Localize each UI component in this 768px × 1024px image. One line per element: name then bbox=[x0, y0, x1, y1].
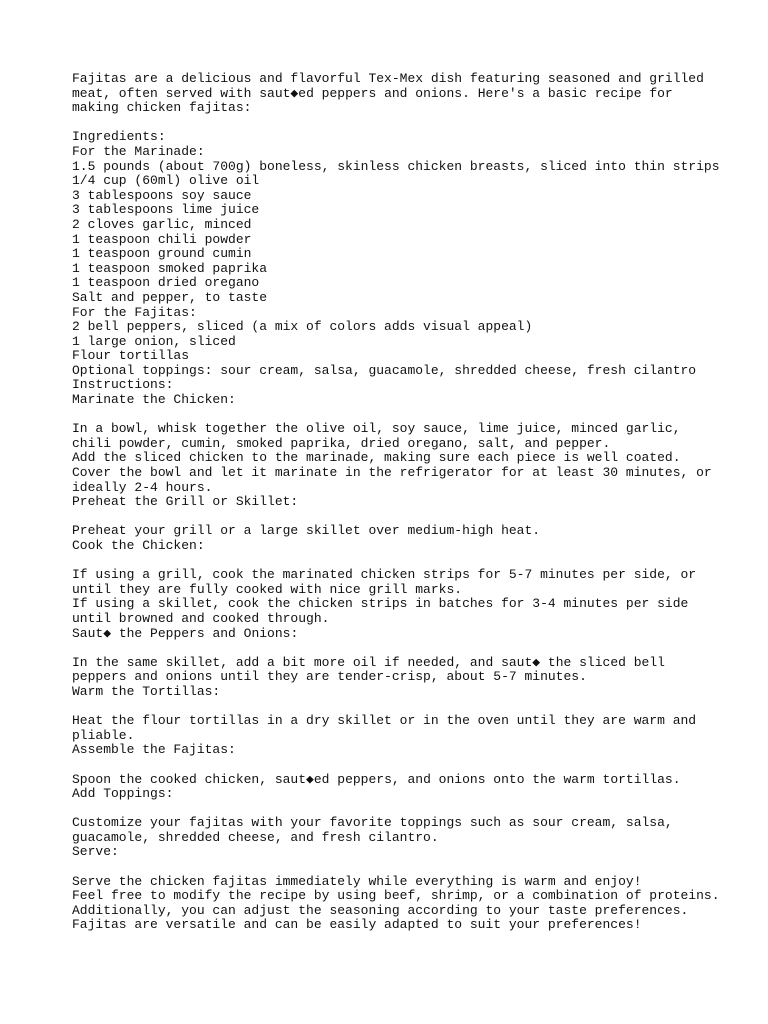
blank-line bbox=[72, 700, 752, 715]
text-line: Salt and pepper, to taste bbox=[72, 289, 268, 305]
blank-line bbox=[72, 510, 752, 525]
text-line: 1 teaspoon smoked paprika bbox=[72, 260, 268, 276]
text-line: Optional toppings: sour cream, salsa, guacamole, shredded cheese, fresh cilantro bbox=[72, 362, 697, 378]
text-line: until browned and cooked through. bbox=[72, 610, 330, 626]
text-line: 1/4 cup (60ml) olive oil bbox=[72, 173, 260, 189]
text-line: For the Marinade: bbox=[72, 143, 205, 159]
text-line: Ingredients: bbox=[72, 129, 166, 145]
text-line: If using a skillet, cook the chicken strips in batches for 3-4 minutes per side bbox=[72, 596, 689, 612]
text-line: If using a grill, cook the marinated chicken strips for 5-7 minutes per side, or bbox=[72, 567, 697, 583]
blank-line bbox=[72, 860, 752, 875]
document-body bbox=[72, 72, 752, 933]
blank-line bbox=[72, 554, 752, 569]
text-line: For the Fajitas: bbox=[72, 304, 197, 320]
blank-line bbox=[72, 116, 752, 131]
text-line: until they are fully cooked with nice grill marks. bbox=[72, 581, 463, 597]
text-line: peppers and onions until they are tender-crisp, about 5-7 minutes. bbox=[72, 669, 587, 685]
text-line: 2 cloves garlic, minced bbox=[72, 216, 252, 232]
text-line: Marinate the Chicken: bbox=[72, 392, 236, 408]
text-line: Serve the chicken fajitas immediately while everything is warm and enjoy! bbox=[72, 873, 642, 889]
text-line: 3 tablespoons lime juice bbox=[72, 202, 260, 218]
text-line: In a bowl, whisk together the olive oil, soy sauce, lime juice, minced garlic, bbox=[72, 421, 681, 437]
text-line: Serve: bbox=[72, 844, 119, 860]
text-line: Preheat the Grill or Skillet: bbox=[72, 494, 299, 510]
text-line: 2 bell peppers, sliced (a mix of colors adds visual appeal) bbox=[72, 319, 533, 335]
text-line: 1 teaspoon ground cumin bbox=[72, 246, 252, 262]
text-line: 3 tablespoons soy sauce bbox=[72, 187, 252, 203]
text-line: Preheat your grill or a large skillet over medium-high heat. bbox=[72, 523, 541, 539]
text-line: Customize your fajitas with your favorite toppings such as sour cream, salsa, bbox=[72, 815, 673, 831]
text-line: Heat the flour tortillas in a dry skillet or in the oven until they are warm and bbox=[72, 713, 697, 729]
text-line: Assemble the Fajitas: bbox=[72, 742, 236, 758]
text-line: 1.5 pounds (about 700g) boneless, skinless chicken breasts, sliced into thin strips bbox=[72, 158, 720, 174]
text-line: Add Toppings: bbox=[72, 786, 174, 802]
blank-line bbox=[72, 802, 752, 817]
text-line: Additionally, you can adjust the seasoning according to your taste preferences. bbox=[72, 902, 689, 918]
text-line: chili powder, cumin, smoked paprika, dried oregano, salt, and pepper. bbox=[72, 435, 611, 451]
text-line: Cover the bowl and let it marinate in the refrigerator for at least 30 minutes, or bbox=[72, 465, 712, 481]
text-line: Fajitas are versatile and can be easily adapted to suit your preferences! bbox=[72, 917, 642, 933]
text-line: 1 teaspoon chili powder bbox=[72, 231, 252, 247]
blank-line bbox=[72, 408, 752, 423]
text-line: Spoon the cooked chicken, saut◆ed peppers, and onions onto the warm tortillas. bbox=[72, 771, 681, 787]
text-line: Fajitas are a delicious and flavorful Tex-Mex dish featuring seasoned and grilled bbox=[72, 71, 704, 86]
text-line: meat, often served with saut◆ed peppers and onions. Here's a basic recipe for bbox=[72, 85, 673, 101]
blank-line bbox=[72, 641, 752, 656]
text-line: pliable. bbox=[72, 727, 135, 743]
text-line: guacamole, shredded cheese, and fresh cilantro. bbox=[72, 829, 439, 845]
text-line: 1 large onion, sliced bbox=[72, 333, 236, 349]
text-line: Warm the Tortillas: bbox=[72, 683, 221, 699]
text-line: making chicken fajitas: bbox=[72, 100, 252, 116]
text-line: Cook the Chicken: bbox=[72, 538, 205, 553]
text-line: Feel free to modify the recipe by using beef, shrimp, or a combination of proteins. bbox=[72, 888, 720, 904]
text-line: In the same skillet, add a bit more oil if needed, and saut◆ the sliced bell bbox=[72, 654, 665, 670]
blank-line bbox=[72, 758, 752, 773]
text-line: Add the sliced chicken to the marinade, making sure each piece is well coated. bbox=[72, 450, 681, 466]
text-line: Instructions: bbox=[72, 377, 174, 393]
text-line: Saut◆ the Peppers and Onions: bbox=[72, 625, 299, 641]
text-line: Flour tortillas bbox=[72, 348, 190, 364]
text-line: ideally 2-4 hours. bbox=[72, 479, 213, 495]
text-line: 1 teaspoon dried oregano bbox=[72, 275, 260, 291]
